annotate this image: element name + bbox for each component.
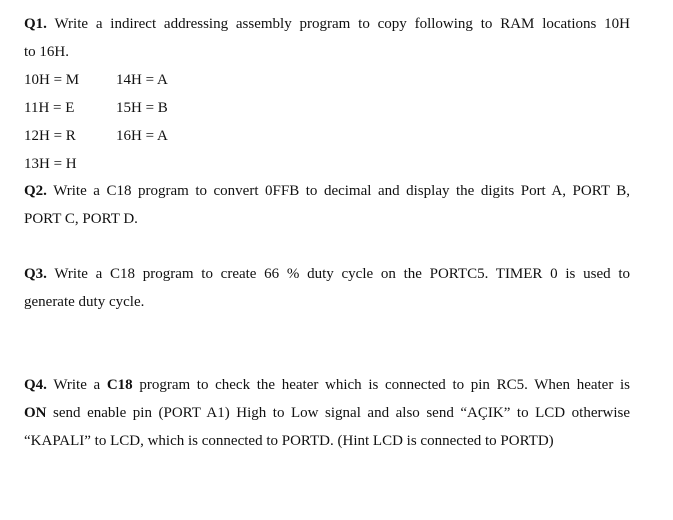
q1-row-1-left: 10H = M [24,72,80,88]
q1-line-2: to 16H. [24,44,69,60]
q2-line-2: PORT C, PORT D. [24,211,138,227]
q1-label: Q1. [24,16,47,32]
q1-row-2-right: 15H = B [116,100,168,116]
q1-row-1-right: 14H = A [116,72,168,88]
q1-text-1: Write a indirect addressing assembly program to copy following to RAM locations 10H [54,16,630,32]
q1-row-2-left: 11H = E [24,100,75,116]
q4-on-bold: ON [24,405,47,421]
q3-label: Q3. [24,266,47,282]
q4-text-2: send enable pin (PORT A1) High to Low signal and also send “AÇIK” to LCD otherwise [53,405,630,421]
q3-line-2: generate duty cycle. [24,294,145,310]
q4-line-3: “KAPALI” to LCD, which is connected to PORTD. (Hint LCD is connected to PORTD) [24,433,554,449]
q1-line-1 [24,15,630,33]
q4-line-2 [24,404,630,422]
q4-label: Q4. [24,377,47,393]
q1-row-4-left: 13H = H [24,156,77,172]
q2-label: Q2. [24,183,47,199]
q1-row-3-right: 16H = A [116,128,168,144]
q3-text-1: Write a C18 program to create 66 % duty cycle on the PORTC5. TIMER 0 is used to [54,266,630,282]
q4-c18-bold: C18 [106,377,133,393]
q4-text-1a: Write a [53,377,101,393]
q4-line-1 [24,376,630,394]
q3-line-1 [24,265,630,283]
q1-row-3-left: 12H = R [24,128,76,144]
q4-text-1b: program to check the heater which is connected to pin RC5. When heater is [139,377,630,393]
q2-text-1: Write a C18 program to convert 0FFB to decimal and display the digits Port A, PORT B, [53,183,630,199]
q2-line-1 [24,182,630,200]
